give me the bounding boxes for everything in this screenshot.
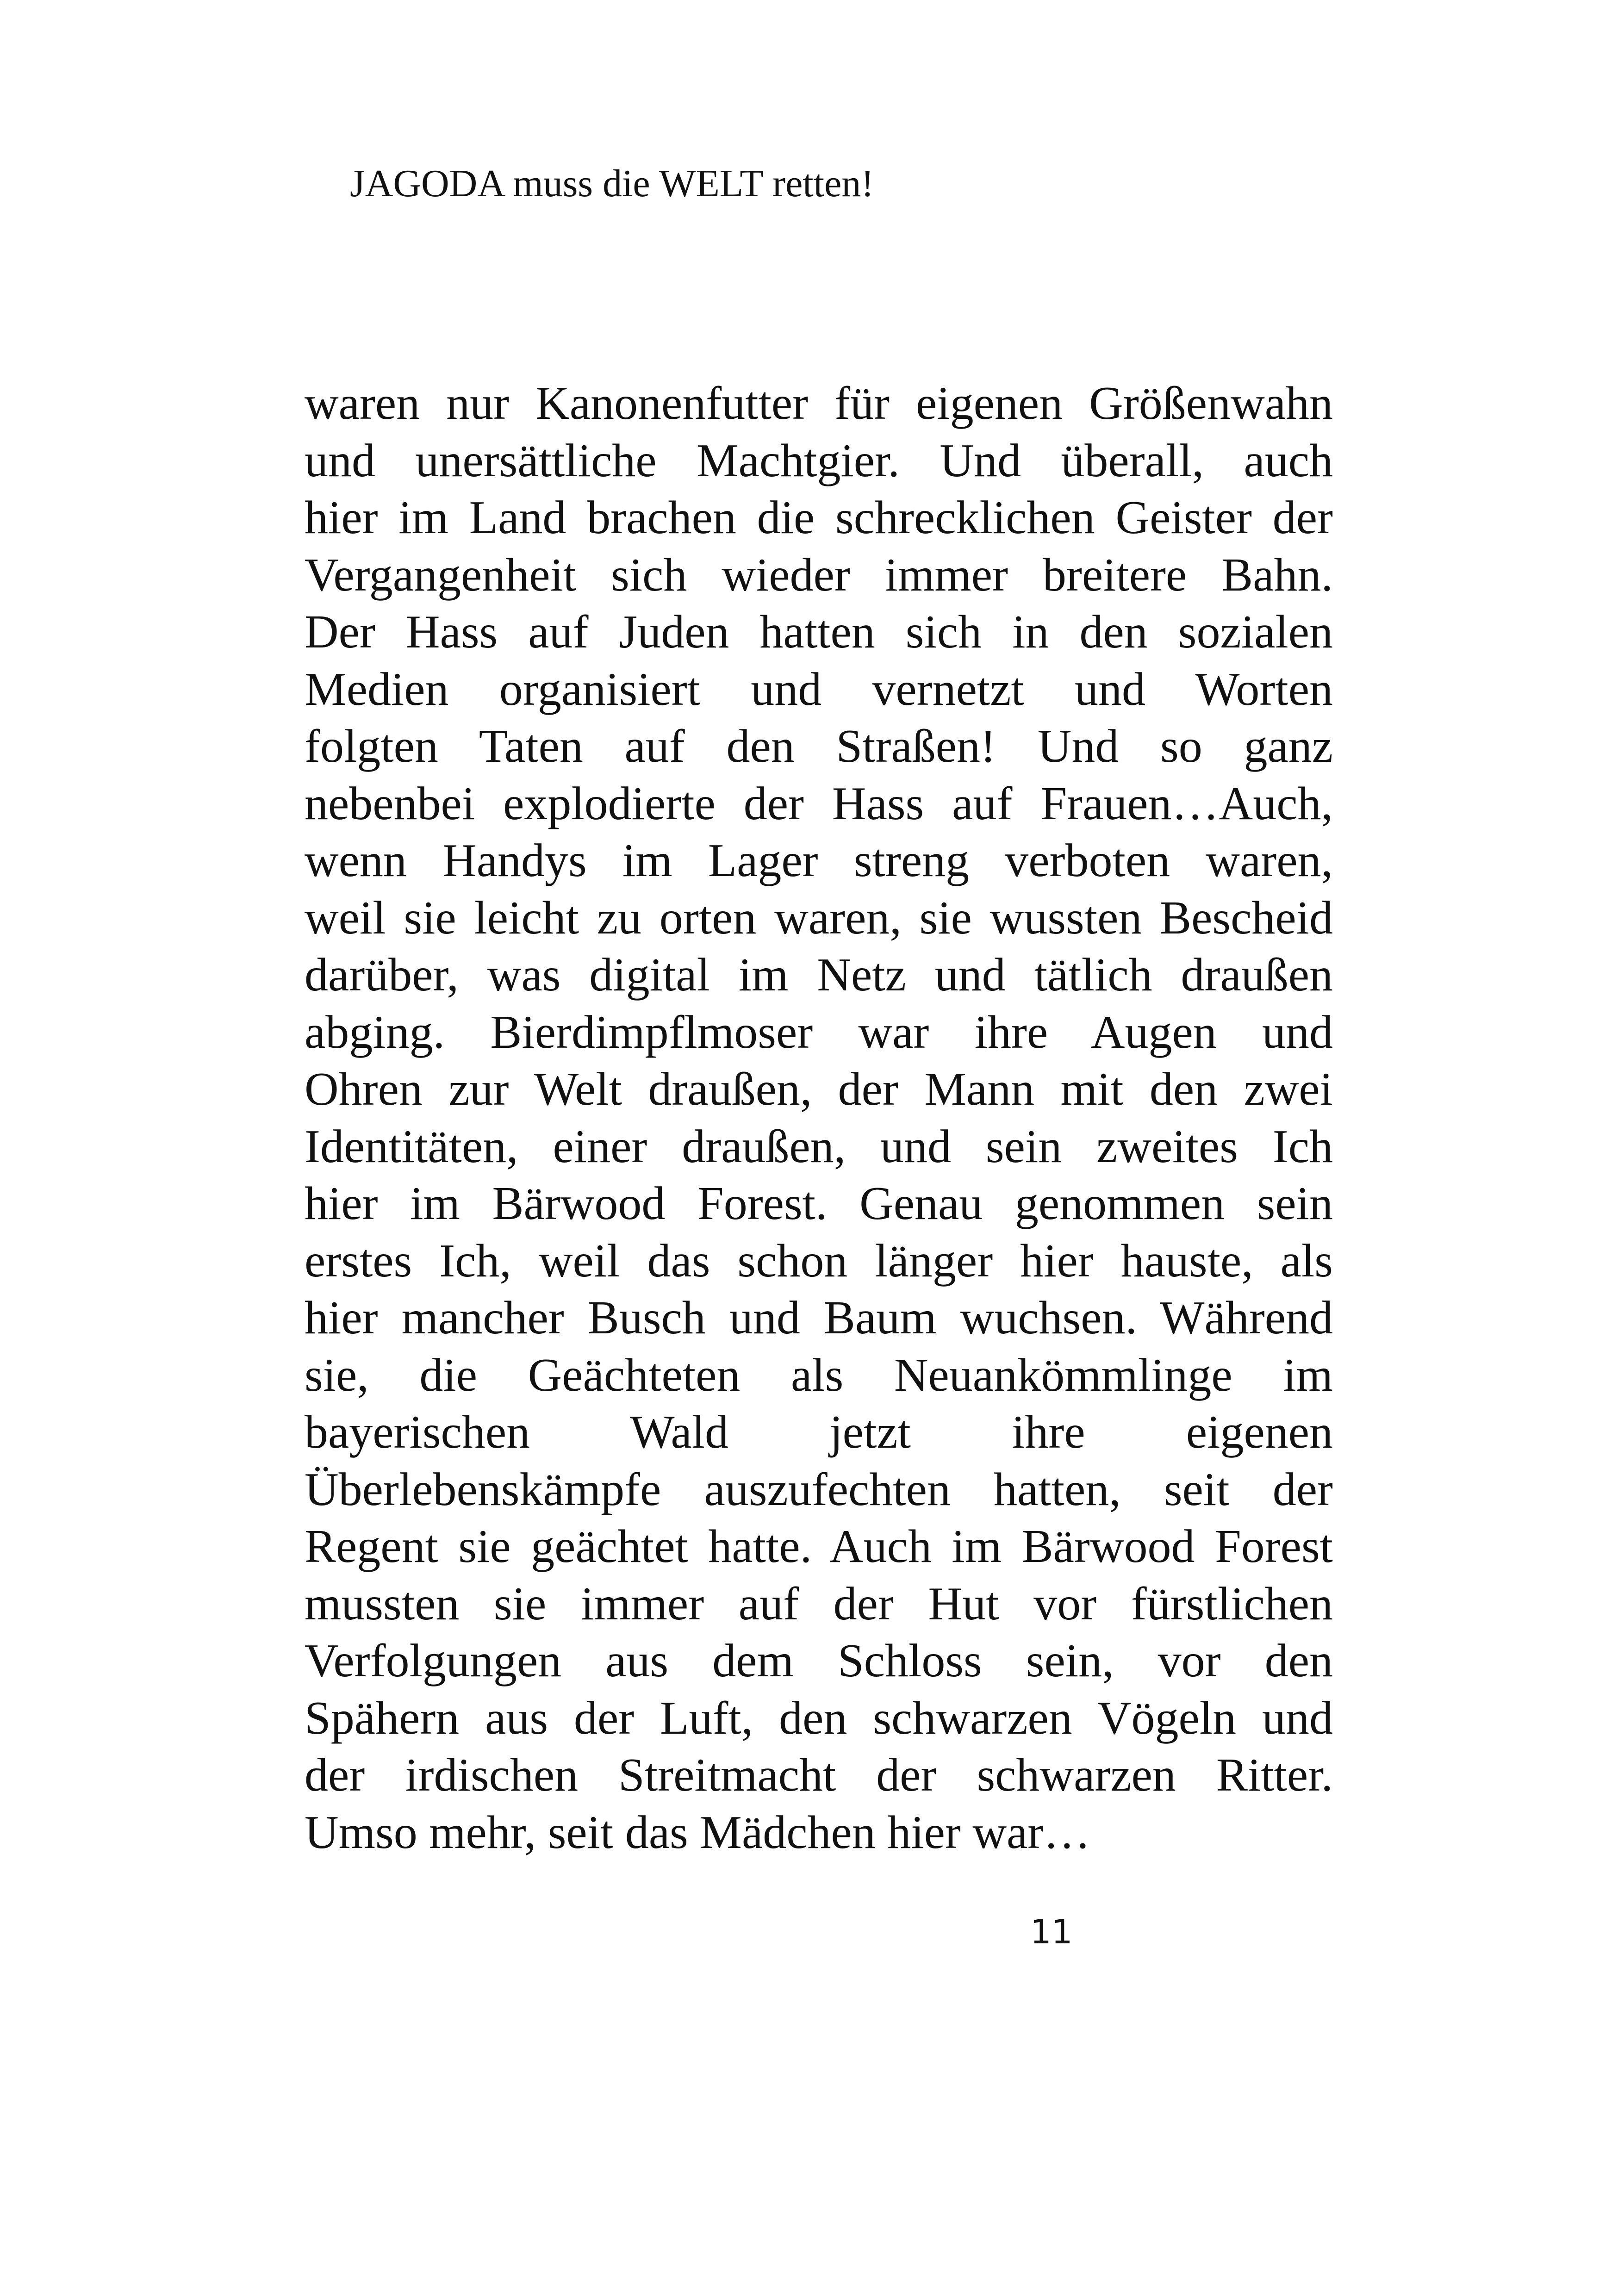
- text-line: mussten sie immer auf der Hut vor fürstlichen: [305, 1577, 1333, 1630]
- text-line-last: Umso mehr, seit das Mädchen hier war…: [305, 1806, 1091, 1859]
- text-line: Regent sie geächtet hatte. Auch im Bärwood Forest: [305, 1520, 1333, 1573]
- text-line: hier mancher Busch und Baum wuchsen. Während: [305, 1292, 1333, 1344]
- text-line: Verfolgungen aus dem Schloss sein, vor den: [305, 1635, 1333, 1687]
- text-line: hier im Land brachen die schrecklichen Geister der: [305, 492, 1333, 544]
- text-line: Medien organisiert und vernetzt und Worten: [305, 663, 1333, 716]
- text-line: und unersättliche Machtgier. Und überall, auch: [305, 434, 1333, 487]
- text-line: abging. Bierdimpflmoser war ihre Augen und: [305, 1006, 1333, 1058]
- text-line: erstes Ich, weil das schon länger hier hauste, als: [305, 1234, 1333, 1287]
- text-line: Der Hass auf Juden hatten sich in den sozialen: [305, 606, 1333, 658]
- text-line: hier im Bärwood Forest. Genau genommen sein: [305, 1177, 1333, 1230]
- text-line: Überlebenskämpfe auszufechten hatten, seit der: [305, 1463, 1333, 1516]
- text-line: weil sie leicht zu orten waren, sie wussten Bescheid: [305, 891, 1333, 944]
- text-line: bayerischen Wald jetzt ihre eigenen: [305, 1406, 1333, 1458]
- text-line: Ohren zur Welt draußen, der Mann mit den zwei: [305, 1063, 1333, 1115]
- body-text: [305, 375, 1333, 1861]
- text-line: sie, die Geächteten als Neuankömmlinge im: [305, 1349, 1333, 1401]
- text-line: Identitäten, einer draußen, und sein zweites Ich: [305, 1120, 1333, 1173]
- text-line: der irdischen Streitmacht der schwarzen Ritter.: [305, 1749, 1333, 1801]
- text-line: folgten Taten auf den Straßen! Und so ganz: [305, 720, 1333, 772]
- text-line: Spähern aus der Luft, den schwarzen Vögeln und: [305, 1692, 1333, 1744]
- page-number: 11: [1030, 1912, 1073, 1951]
- text-line: darüber, was digital im Netz und tätlich draußen: [305, 949, 1333, 1001]
- text-line: nebenbei explodierte der Hass auf Frauen…Auch,: [305, 777, 1333, 830]
- text-line: wenn Handys im Lager streng verboten waren,: [305, 834, 1333, 887]
- text-line: waren nur Kanonenfutter für eigenen Größenwahn: [305, 377, 1333, 429]
- text-line: Vergangenheit sich wieder immer breitere Bahn.: [305, 548, 1333, 601]
- running-header: JAGODA muss die WELT retten!: [350, 162, 874, 205]
